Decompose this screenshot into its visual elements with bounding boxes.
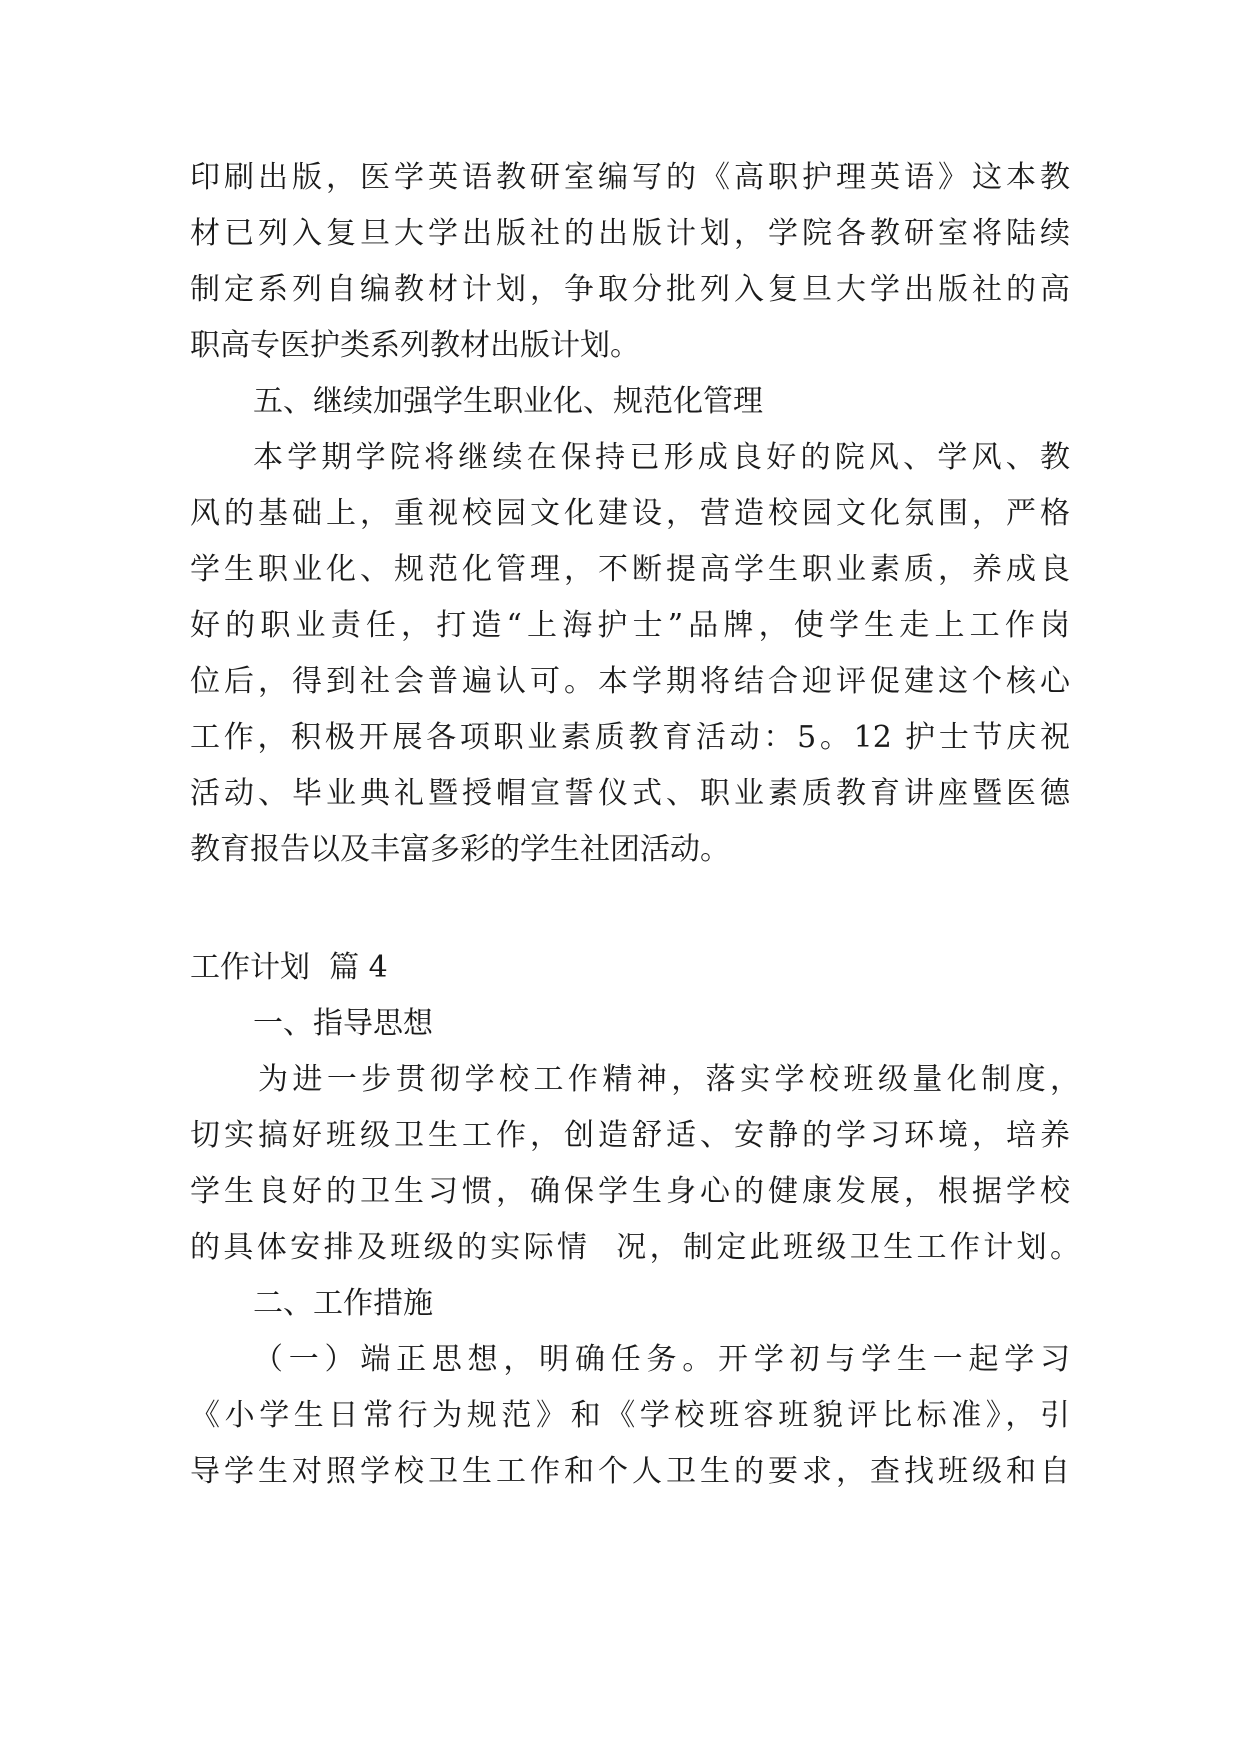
section-title: 工作计划 篇 4 [190,950,388,985]
paragraph-line: 好的职业责任，打造“上海护士”品牌，使学生走上工作岗 [190,608,1070,643]
paragraph-line: 制定系列自编教材计划，争取分批列入复旦大学出版社的高 [190,272,1070,307]
section-heading: 一、指导思想 [253,1006,433,1041]
paragraph-line: 《小学生日常行为规范》和《学校班容班貌评比标准》，引 [190,1398,1070,1433]
paragraph-line: 工作，积极开展各项职业素质教育活动：5。12 护士节庆祝 [190,720,1070,755]
paragraph-line: 为进一步贯彻学校工作精神，落实学校班级量化制度， [258,1062,1080,1097]
paragraph-line: 本学期学院将继续在保持已形成良好的院风、学风、教 [253,440,1070,475]
section-heading: 二、工作措施 [253,1286,433,1321]
paragraph-line: 学生良好的卫生习惯，确保学生身心的健康发展，根据学校 [190,1174,1070,1209]
paragraph-line: 材已列入复旦大学出版社的出版计划，学院各教研室将陆续 [190,216,1070,251]
paragraph-line: 教育报告以及丰富多彩的学生社团活动。 [190,832,730,867]
section-heading: 五、继续加强学生职业化、规范化管理 [253,384,763,419]
paragraph-line: 学生职业化、规范化管理，不断提高学生职业素质，养成良 [190,552,1070,587]
paragraph-line: 导学生对照学校卫生工作和个人卫生的要求，查找班级和自 [190,1454,1070,1489]
paragraph-line: 印刷出版，医学英语教研室编写的《高职护理英语》这本教 [190,160,1070,195]
paragraph-line: 的具体安排及班级的实际情 况，制定此班级卫生工作计划。 [190,1230,1080,1265]
paragraph-line: 职高专医护类系列教材出版计划。 [190,328,640,363]
paragraph-line: 位后，得到社会普遍认可。本学期将结合迎评促建这个核心 [190,664,1070,699]
paragraph-line: （一）端正思想，明确任务。开学初与学生一起学习 [253,1342,1070,1377]
paragraph-line: 活动、毕业典礼暨授帽宣誓仪式、职业素质教育讲座暨医德 [190,776,1070,811]
paragraph-line: 切实搞好班级卫生工作，创造舒适、安静的学习环境，培养 [190,1118,1070,1153]
paragraph-line: 风的基础上，重视校园文化建设，营造校园文化氛围，严格 [190,496,1070,531]
